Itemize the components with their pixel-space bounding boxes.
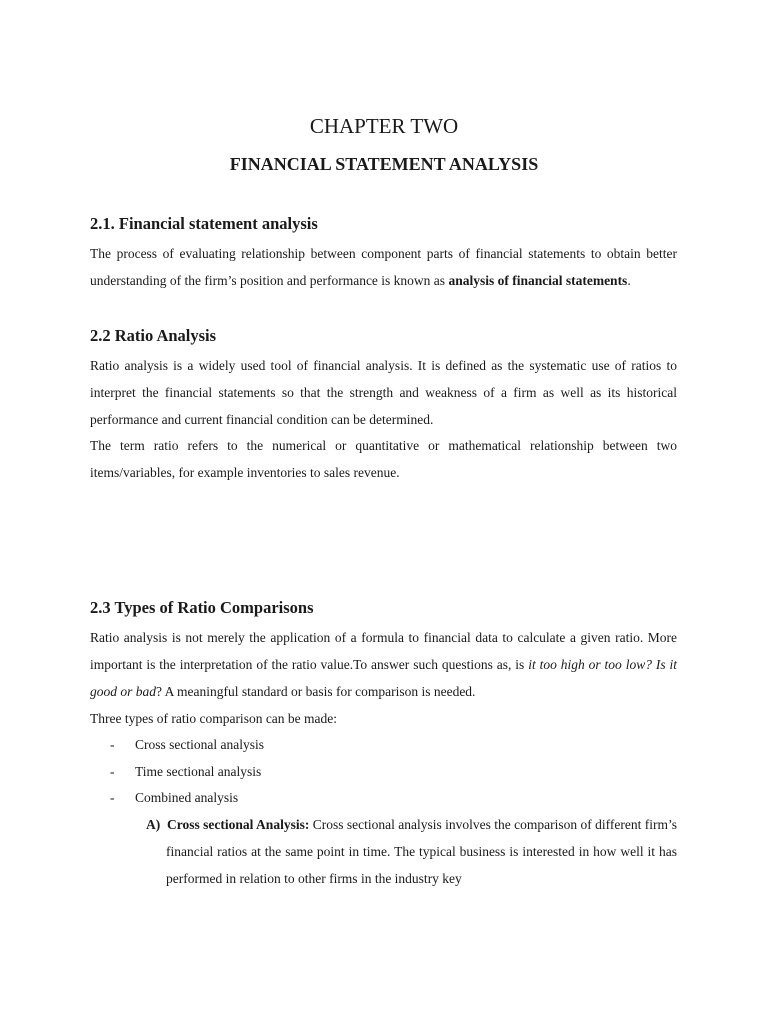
subsection-title: Cross sectional Analysis:: [167, 817, 310, 832]
paragraph-text: The process of evaluating relationship between component parts of financial statements to obtain better understanding of the firm’s position and performance is known as: [90, 246, 677, 288]
section-2-2-paragraph-1: Ratio analysis is a widely used tool of financial analysis. It is defined as the systematic use of ratios to interpret the financial statements so that the strength and weakness of a firm as well as its historical performance and current financial condition can be determined.: [90, 358, 677, 427]
subsection-a-paragraph: [146, 811, 677, 892]
dash-marker: -: [110, 737, 115, 752]
chapter-title: FINANCIAL STATEMENT ANALYSIS: [229, 154, 539, 174]
dash-marker: -: [110, 790, 115, 805]
italic-question: it too high or too low? Is it good or bad: [90, 657, 678, 699]
dash-marker: -: [110, 763, 115, 779]
subsection-label: A): [146, 817, 161, 832]
paragraph-end: ? A meaningful standard or basis for comparison is needed.: [156, 684, 476, 699]
section-2-2-paragraph-2: The term ratio refers to the numerical or quantitative or mathematical relationship between two items/variables, for example inventories to sales revenue.: [90, 438, 677, 480]
paragraph-end: .: [627, 273, 631, 288]
section-heading-2-3: 2.3 Types of Ratio Comparisons: [90, 598, 314, 617]
section-2-3-paragraph-1: [90, 624, 677, 705]
chapter-number: CHAPTER TWO: [309, 114, 459, 138]
list-item: [110, 732, 264, 759]
section-2-3-paragraph-2: Three types of ratio comparison can be made:: [90, 711, 338, 726]
comparison-types-list: [110, 732, 264, 812]
section-heading-2-1: 2.1. Financial statement analysis: [90, 214, 318, 233]
paragraph-text: Ratio analysis is not merely the application of a formula to financial data to calculate a given ratio. More important is the interpretation of the ratio value.To answer such questions as, is: [90, 630, 677, 672]
section-2-1-paragraph: [90, 240, 677, 294]
subsection-text: Cross sectional analysis involves the comparison of different firm’s financial ratios at the same point in time. The typical business is interested in how well it has performed in relation to other firms in the industry key: [166, 817, 677, 886]
list-item: [110, 785, 264, 812]
subsection-a: [146, 811, 677, 892]
list-item-label: Cross sectional analysis: [135, 737, 264, 752]
section-heading-2-2: 2.2 Ratio Analysis: [90, 326, 217, 345]
bold-term: analysis of financial statements: [448, 273, 628, 288]
list-item-label: Time sectional analysis: [135, 763, 262, 779]
list-item: [110, 759, 264, 786]
list-item-label: Combined analysis: [135, 790, 239, 805]
